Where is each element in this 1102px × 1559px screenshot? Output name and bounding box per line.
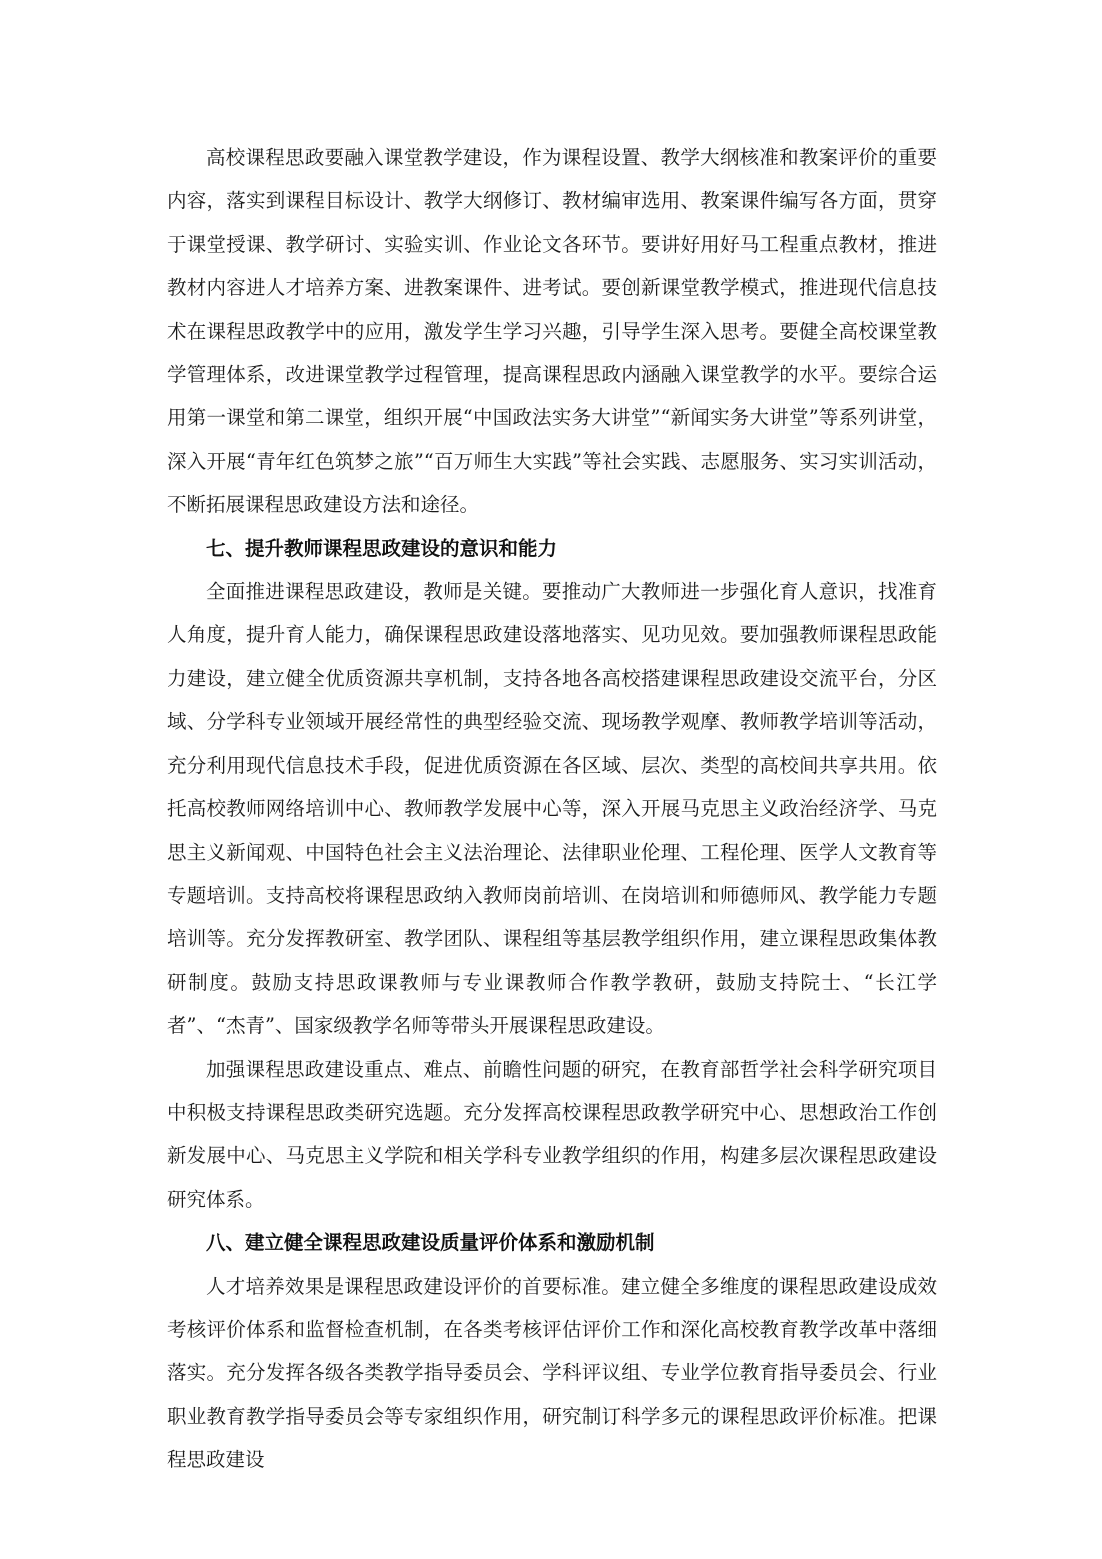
document-body	[167, 136, 937, 1482]
paragraph-evaluation: 人才培养效果是课程思政建设评价的首要标准。建立健全多维度的课程思政建设成效考核评价体系和监督检查机制，在各类考核评估评价工作和深化高校教育教学改革中落细落实。充分发挥各级各类教学指导委员会、学科评议组、专业学位教育指导委员会、行业职业教育教学指导委员会等专家组织作用，研究制订科学多元的课程思政评价标准。把课程思政建设	[167, 1274, 937, 1472]
paragraph-classroom-teaching: 高校课程思政要融入课堂教学建设，作为课程设置、教学大纲核准和教案评价的重要内容，落实到课程目标设计、教学大纲修订、教材编审选用、教案课件编写各方面，贯穿于课堂授课、教学研讨、实验实训、作业论文各环节。要讲好用好马工程重点教材，推进教材内容进人才培养方案、进教案课件、进考试。要创新课堂教学模式，推进现代信息技术在课程思政教学中的应用，激发学生学习兴趣，引导学生深入思考。要健全高校课堂教学管理体系，改进课堂教学过程管理，提高课程思政内涵融入课堂教学的水平。要综合运用第一课堂和第二课堂，组织开展“中国政法实务大讲堂”“新闻实务大讲堂”等系列讲堂，深入开展“青年红色筑梦之旅”“百万师生大实践”等社会实践、志愿服务、实习实训活动，不断拓展课程思政建设方法和途径。	[167, 146, 937, 517]
section-heading-seven: 七、提升教师课程思政建设的意识和能力	[206, 536, 558, 560]
paragraph-teacher-ability: 全面推进课程思政建设，教师是关键。要推动广大教师进一步强化育人意识，找准育人角度，提升育人能力，确保课程思政建设落地落实、见功见效。要加强教师课程思政能力建设，建立健全优质资源共享机制，支持各地各高校搭建课程思政建设交流平台，分区域、分学科专业领域开展经常性的典型经验交流、现场教学观摩、教师教学培训等活动，充分利用现代信息技术手段，促进优质资源在各区域、层次、类型的高校间共享共用。依托高校教师网络培训中心、教师教学发展中心等，深入开展马克思主义政治经济学、马克思主义新闻观、中国特色社会主义法治理论、法律职业伦理、工程伦理、医学人文教育等专题培训。支持高校将课程思政纳入教师岗前培训、在岗培训和师德师风、教学能力专题培训等。充分发挥教研室、教学团队、课程组等基层教学组织作用，建立课程思政集体教研制度。鼓励支持思政课教师与专业课教师合作教学教研，鼓励支持院士、“长江学者”、“杰青”、国家级教学名师等带头开展课程思政建设。	[167, 580, 937, 1038]
paragraph-research: 加强课程思政建设重点、难点、前瞻性问题的研究，在教育部哲学社会科学研究项目中积极支持课程思政类研究选题。充分发挥高校课程思政教学研究中心、思想政治工作创新发展中心、马克思主义学院和相关学科专业教学组织的作用，构建多层次课程思政建设研究体系。	[167, 1057, 937, 1211]
section-heading-eight: 八、建立健全课程思政建设质量评价体系和激励机制	[206, 1231, 655, 1255]
